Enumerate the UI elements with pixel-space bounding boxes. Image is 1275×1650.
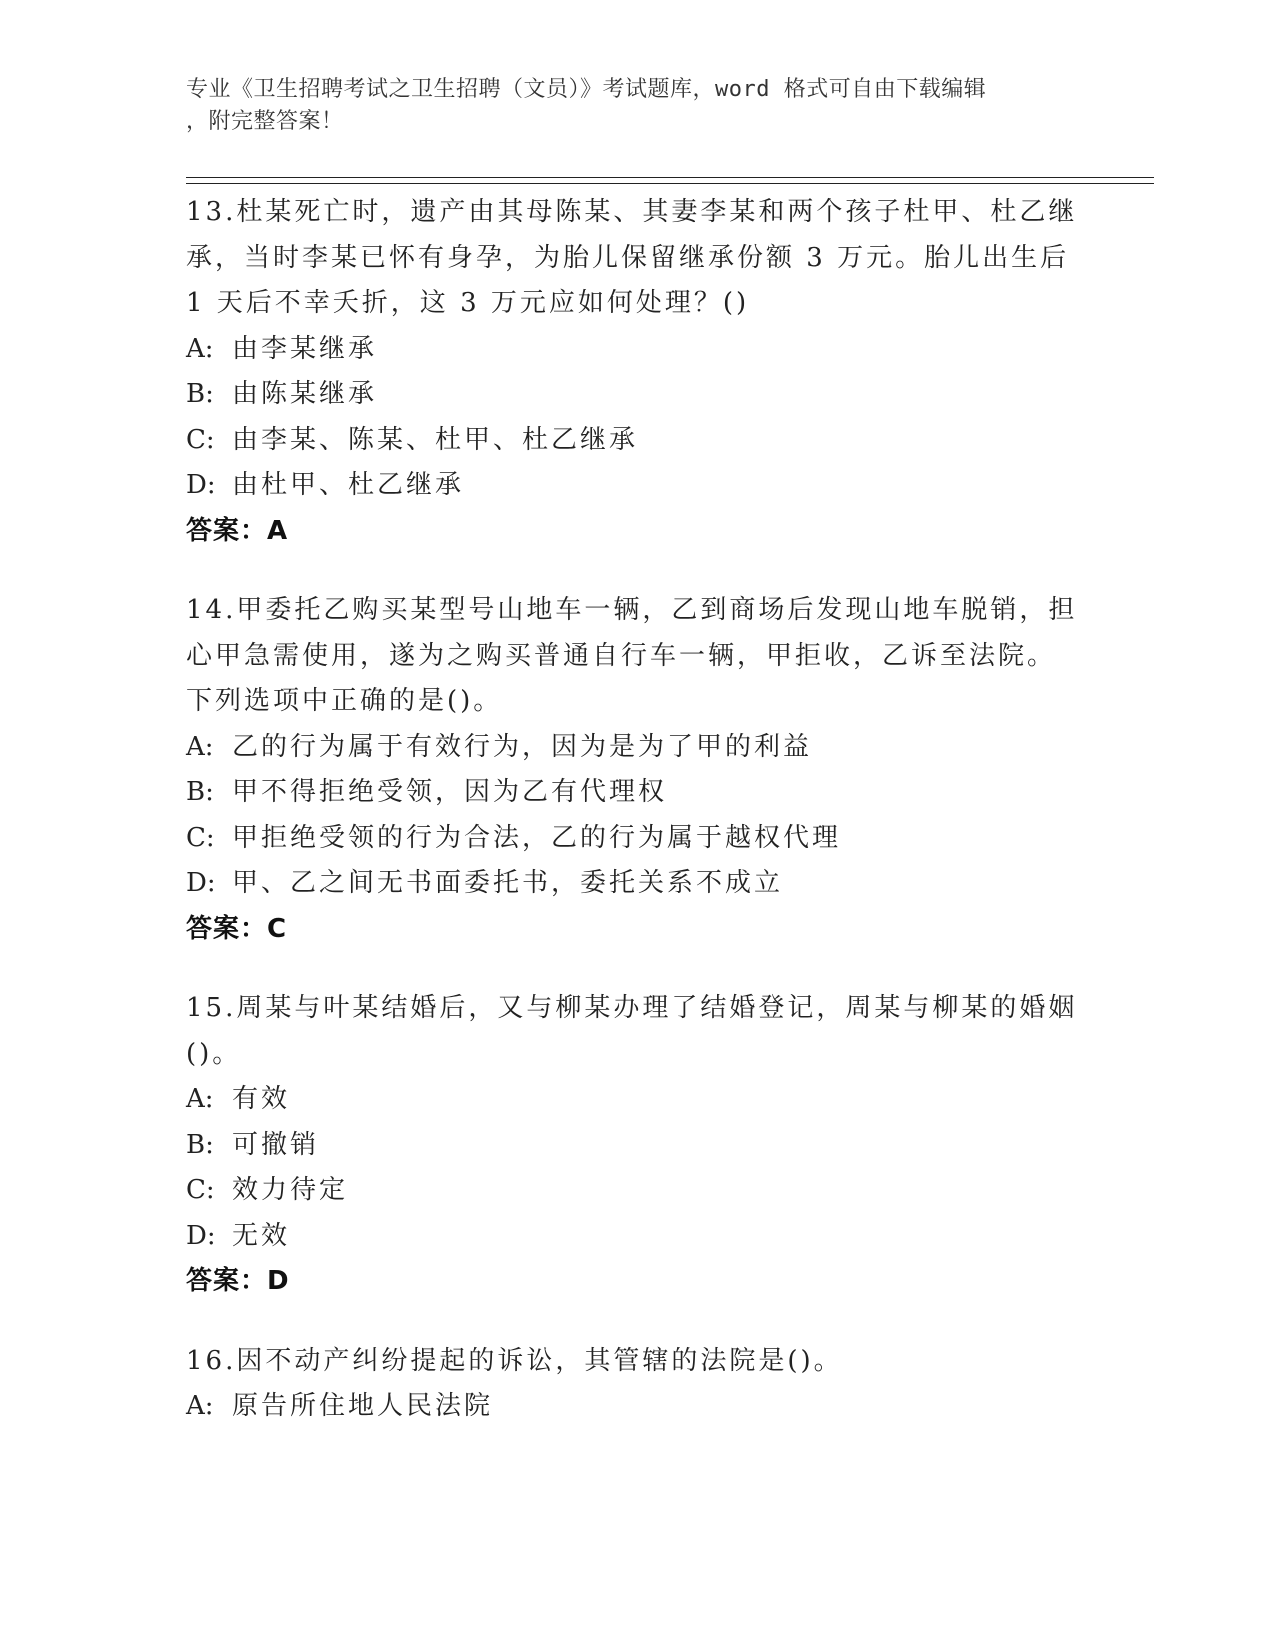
- option-key: A:: [186, 731, 214, 762]
- option-c: [186, 1168, 1086, 1214]
- option-b: [186, 1123, 1086, 1169]
- document-header-note: [186, 74, 1086, 138]
- option-text: 由陈某继承: [232, 379, 378, 409]
- option-a: [186, 1384, 1086, 1430]
- header-divider: [186, 183, 1154, 184]
- option-text: 甲、乙之间无书面委托书，委托关系不成立: [232, 868, 784, 898]
- question-stem-line: 16.因不动产纠纷提起的诉讼，其管辖的法院是()。: [186, 1345, 843, 1376]
- option-c: [186, 418, 1086, 464]
- question-15: [186, 986, 1086, 1305]
- option-d: [186, 1214, 1086, 1260]
- option-key: D:: [186, 470, 216, 500]
- option-text: 原告所住地人民法院: [232, 1391, 494, 1421]
- option-key: B:: [186, 1129, 214, 1160]
- question-stem-line: 承，当时李某已怀有身孕，为胎儿保留继承份额 3 万元。胎儿出生后: [186, 242, 1070, 273]
- option-text: 由杜甲、杜乙继承: [232, 470, 465, 500]
- option-b: [186, 372, 1086, 418]
- question-stem-line: ()。: [186, 1038, 242, 1069]
- option-key: B:: [186, 777, 214, 807]
- question-stem-line: 13.杜某死亡时，遗产由其母陈某、其妻李某和两个孩子杜甲、杜乙继: [186, 197, 1078, 227]
- option-text: 效力待定: [232, 1175, 349, 1205]
- option-key: A:: [186, 333, 214, 364]
- header-line: ，附完整答案！: [186, 109, 344, 134]
- question-14: [186, 588, 1086, 952]
- question-stem-line: 15.周某与叶某结婚后，又与柳某办理了结婚登记，周某与柳某的婚姻: [186, 993, 1078, 1023]
- option-key: D:: [186, 1220, 216, 1251]
- answer-line: 答案：C: [186, 913, 288, 944]
- option-text: 甲拒绝受领的行为合法，乙的行为属于越权代理: [232, 822, 842, 853]
- option-b: [186, 770, 1086, 816]
- answer-line: 答案：A: [186, 515, 289, 546]
- answer-line: 答案：D: [186, 1266, 290, 1296]
- option-key: C:: [186, 822, 215, 853]
- option-key: D:: [186, 868, 216, 898]
- question-stem-line: 心甲急需使用，遂为之购买普通自行车一辆，甲拒收，乙诉至法院。: [186, 640, 1057, 671]
- option-a: [186, 327, 1086, 373]
- question-13: [186, 190, 1086, 554]
- option-a: [186, 1077, 1086, 1123]
- option-d: [186, 463, 1086, 509]
- header-divider: [186, 177, 1154, 178]
- option-text: 有效: [232, 1084, 291, 1114]
- option-text: 由李某继承: [232, 333, 378, 364]
- question-list: [186, 190, 1086, 1464]
- question-stem-line: 下列选项中正确的是()。: [186, 686, 503, 716]
- question-stem-line: 14.甲委托乙购买某型号山地车一辆，乙到商场后发现山地车脱销，担: [186, 595, 1078, 625]
- option-key: C:: [186, 424, 215, 455]
- header-line: 专业《卫生招聘考试之卫生招聘（文员）》考试题库，word 格式可自由下载编辑: [186, 77, 987, 102]
- option-text: 乙的行为属于有效行为，因为是为了甲的利益: [232, 731, 813, 762]
- option-c: [186, 816, 1086, 862]
- option-key: A:: [186, 1084, 214, 1114]
- option-text: 无效: [232, 1220, 291, 1251]
- question-stem-line: 1 天后不幸夭折，这 3 万元应如何处理？(): [186, 288, 750, 318]
- option-key: A:: [186, 1391, 214, 1421]
- option-text: 可撤销: [232, 1129, 320, 1160]
- option-text: 由李某、陈某、杜甲、杜乙继承: [232, 424, 639, 455]
- option-a: [186, 725, 1086, 771]
- option-d: [186, 861, 1086, 907]
- option-key: C:: [186, 1175, 215, 1205]
- option-key: B:: [186, 379, 214, 409]
- option-text: 甲不得拒绝受领，因为乙有代理权: [232, 777, 668, 807]
- question-16: [186, 1339, 1086, 1430]
